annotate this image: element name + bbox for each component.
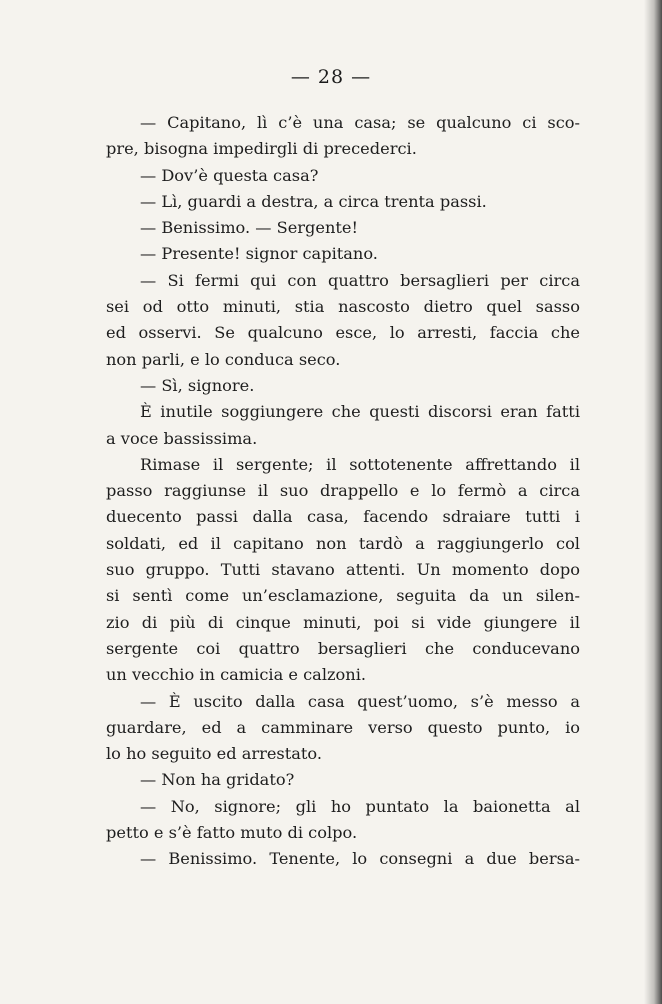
text-line: sei od otto minuti, stia nascosto dietro quel sasso	[106, 297, 580, 317]
text-line: sergente coi quattro bersaglieri che conducevano	[106, 638, 580, 658]
page-text	[106, 110, 580, 873]
text-line: — Benissimo. Tenente, lo consegni a due bersa-	[140, 849, 580, 869]
text-line: Rimase il sergente; il sottotenente affrettando il	[140, 454, 580, 474]
text-line: passo raggiunse il suo drappello e lo fermò a circa	[106, 481, 580, 501]
text-line: — Dov’è questa casa?	[140, 165, 319, 185]
text-line: si sentì come un’esclamazione, seguita da un silen-	[106, 586, 580, 606]
page-number: — 28 —	[290, 66, 372, 88]
text-line: — Non ha gridato?	[140, 770, 295, 790]
text-line: non parli, e lo conduca seco.	[106, 349, 341, 369]
text-line: — Lì, guardi a destra, a circa trenta passi.	[140, 191, 487, 211]
text-line: — Benissimo. — Sergente!	[140, 218, 359, 238]
text-line: — No, signore; gli ho puntato la baionetta al	[140, 796, 580, 816]
page-edge-shadow	[644, 0, 662, 1004]
text-line: lo ho seguito ed arrestato.	[106, 744, 323, 764]
text-line: pre, bisogna impedirgli di precederci.	[106, 139, 417, 159]
text-line: zio di più di cinque minuti, poi si vide giungere il	[106, 612, 580, 632]
text-line: a voce bassissima.	[106, 428, 258, 448]
text-line: — È uscito dalla casa quest’uomo, s’è messo a	[140, 691, 580, 711]
text-line: soldati, ed il capitano non tardò a raggiungerlo col	[106, 533, 580, 553]
text-line: suo gruppo. Tutti stavano attenti. Un momento dopo	[106, 560, 580, 580]
text-line: guardare, ed a camminare verso questo punto, io	[106, 717, 580, 737]
text-line: È inutile soggiungere che questi discorsi eran fatti	[140, 402, 580, 422]
text-line: — Capitano, lì c’è una casa; se qualcuno ci sco-	[140, 113, 580, 132]
text-line: un vecchio in camicia e calzoni.	[106, 665, 367, 685]
text-line: — Si fermi qui con quattro bersaglieri per circa	[140, 270, 580, 290]
text-line: — Presente! signor capitano.	[140, 244, 378, 264]
text-line: — Sì, signore.	[140, 375, 255, 395]
text-line: ed osservi. Se qualcuno esce, lo arresti, faccia che	[106, 323, 580, 343]
text-line: petto e s’è fatto muto di colpo.	[106, 823, 358, 843]
text-line: duecento passi dalla casa, facendo sdraiare tutti i	[106, 507, 580, 527]
